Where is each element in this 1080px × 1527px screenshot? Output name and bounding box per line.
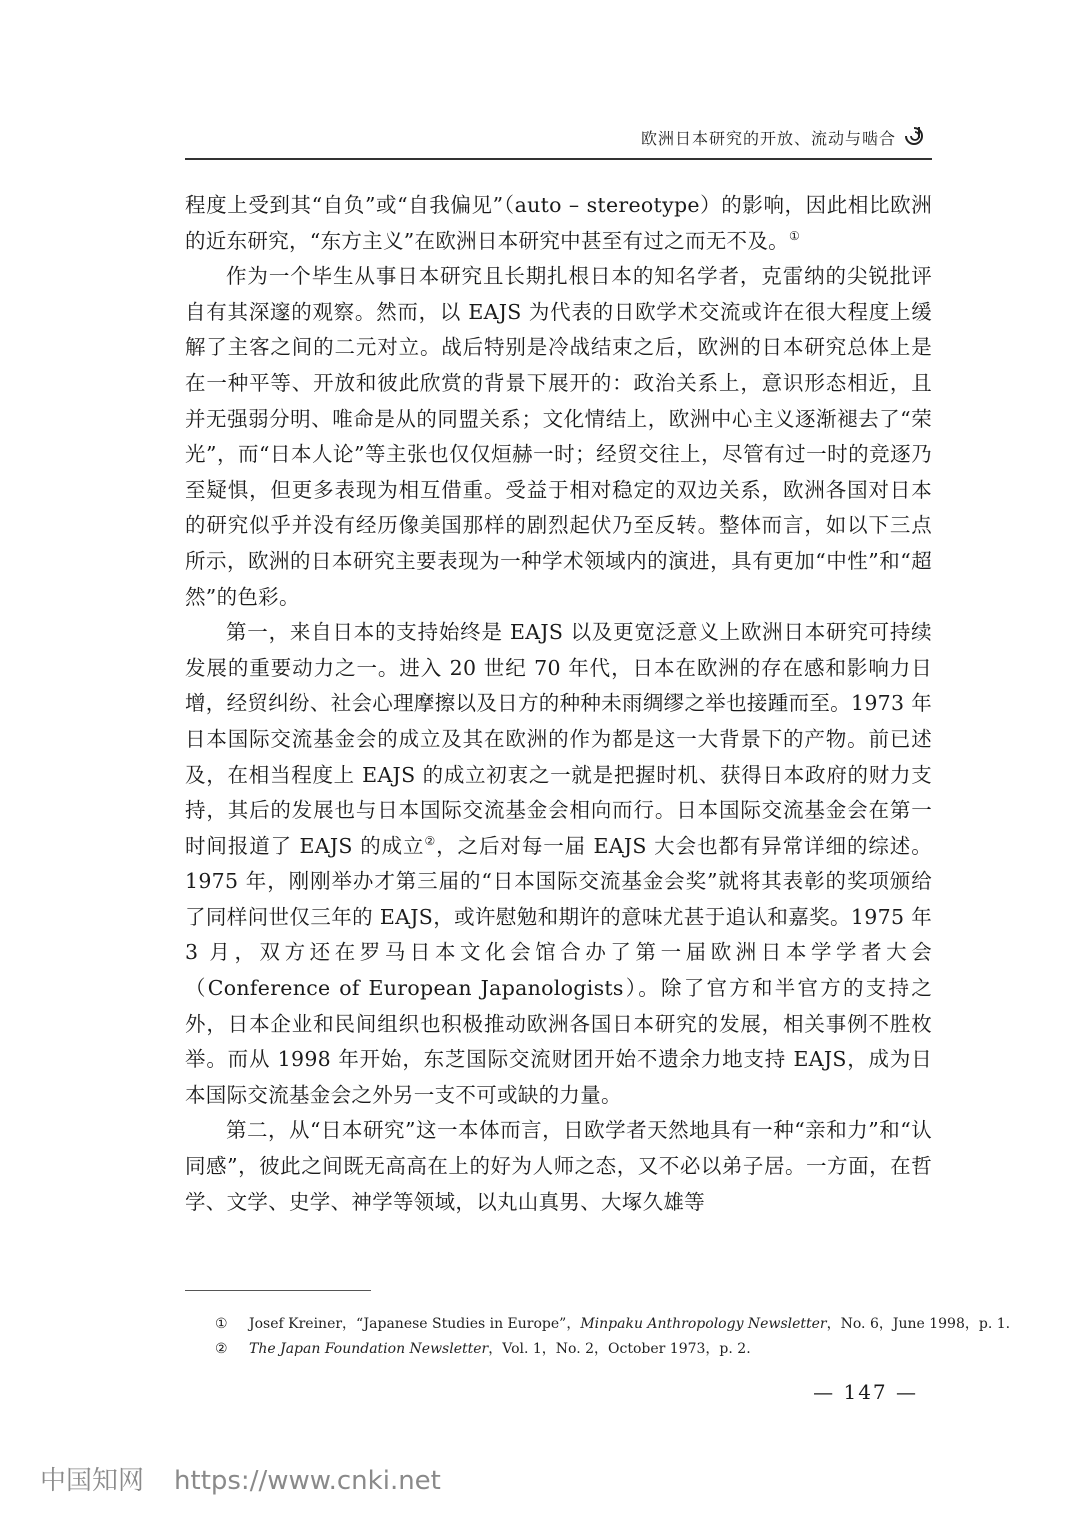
watermark-brand: 中国知网 bbox=[40, 1466, 145, 1496]
footnote-publication: The Japan Foundation Newsletter bbox=[249, 1341, 489, 1357]
paragraph bbox=[185, 188, 932, 259]
footnote-ref[interactable]: ② bbox=[424, 833, 437, 848]
footnote-text: ，Vol. 1，No. 2，October 1973，p. 2. bbox=[488, 1341, 751, 1357]
footnote-publication: Minpaku Anthropology Newsletter bbox=[580, 1316, 827, 1332]
footnotes bbox=[215, 1312, 1011, 1362]
footnote-ref[interactable]: ① bbox=[788, 228, 801, 243]
running-header bbox=[185, 120, 932, 160]
footnote bbox=[215, 1337, 935, 1362]
footnote-mark: ① bbox=[215, 1316, 228, 1332]
journal-logo-icon bbox=[902, 124, 926, 148]
paragraph bbox=[185, 1113, 932, 1220]
footnote-text: Josef Kreiner，“Japanese Studies in Europe”， bbox=[249, 1316, 581, 1332]
paragraph-text: 第一，来自日本的支持始终是 EAJS 以及更宽泛意义上欧洲日本研究可持续发展的重要动力之一。进入 20 世纪 70 年代，日本在欧洲的存在感和影响力日增，经贸纠纷、社会心理摩擦以及日方的种种未雨绸缪之举也接踵而至。1973 年日本国际交流基金会的成立及其在欧洲的作为都是这一大背景下的产物。前已述及，在相当程度上 EAJS 的成立初衷之一就是把握时机、获得日本政府的财力支持，其后的发展也与日本国际交流基金会相向而行。日本国际交流基金会在第一时间报道了 EAJS 的成立 bbox=[185, 620, 932, 858]
header-title: 欧洲日本研究的开放、流动与啮合 bbox=[640, 129, 896, 148]
footnote-divider bbox=[185, 1290, 371, 1291]
paragraph-text: 第二，从“日本研究”这一本体而言，日欧学者天然地具有一种“亲和力”和“认同感”，彼此之间既无高高在上的好为人师之态，又不必以弟子居。一方面，在哲学、文学、史学、神学等领域，以丸山真男、大塚久雄等 bbox=[185, 1118, 932, 1214]
watermark bbox=[40, 1460, 471, 1497]
footnote-mark: ② bbox=[215, 1341, 228, 1357]
paragraph-text: 程度上受到其“自负”或“自我偏见”（auto – stereotype）的影响，因此相比欧洲的近东研究，“东方主义”在欧洲日本研究中甚至有过之而无不及。 bbox=[185, 193, 932, 253]
footnote bbox=[215, 1312, 1011, 1337]
paragraph bbox=[185, 259, 932, 615]
paragraph-text: ，之后对每一届 EAJS 大会也都有异常详细的综述。1975 年，刚刚举办才第三届的“日本国际交流基金会奖”就将其表彰的奖项颁给了同样问世仅三年的 EAJS，或许慰勉和期许的意味尤甚于追认和嘉奖。1975 年 3 月，双方还在罗马日本文化会馆合办了第一届欧洲日本学学者大会（Conference of European Japanologists）。除了官方和半官方的支持之外，日本企业和民间组织也积极推动欧洲各国日本研究的发展，相关事例不胜枚举。而从 1998 年开始，东芝国际交流财团开始不遗余力地支持 EAJS，成为日本国际交流基金会之外另一支不可或缺的力量。 bbox=[185, 833, 932, 1107]
watermark-url[interactable]: https://www.cnki.net bbox=[174, 1466, 441, 1496]
paragraph bbox=[185, 615, 932, 1113]
paragraph-text: 作为一个毕生从事日本研究且长期扎根日本的知名学者，克雷纳的尖锐批评自有其深邃的观察。然而，以 EAJS 为代表的日欧学术交流或许在很大程度上缓解了主客之间的二元对立。战后特别是冷战结束之后，欧洲的日本研究总体上是在一种平等、开放和彼此欣赏的背景下展开的：政治关系上，意识形态相近，且并无强弱分明、唯命是从的同盟关系；文化情结上，欧洲中心主义逐渐褪去了“荣光”，而“日本人论”等主张也仅仅烜赫一时；经贸交往上，尽管有过一时的竞逐乃至疑惧，但更多表现为相互借重。受益于相对稳定的双边关系，欧洲各国对日本的研究似乎并没有经历像美国那样的剧烈起伏乃至反转。整体而言，如以下三点所示，欧洲的日本研究主要表现为一种学术领域内的演进，具有更加“中性”和“超然”的色彩。 bbox=[185, 264, 932, 609]
body-text bbox=[185, 188, 932, 1220]
footnote-text: ，No. 6，June 1998，p. 1. bbox=[826, 1316, 1011, 1332]
page-number: — 147 — bbox=[813, 1380, 918, 1404]
